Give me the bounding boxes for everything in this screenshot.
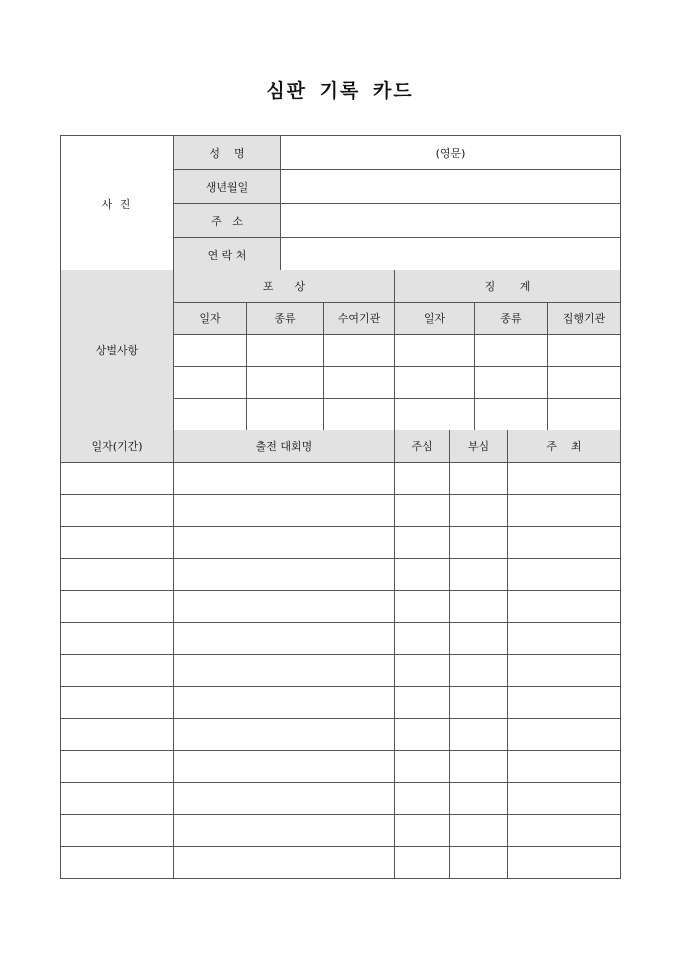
match-cell[interactable]: [508, 782, 621, 814]
match-cell[interactable]: [61, 494, 174, 526]
match-cell[interactable]: [174, 494, 395, 526]
match-cell[interactable]: [450, 590, 508, 622]
award-cell[interactable]: [475, 334, 548, 366]
match-cell[interactable]: [174, 814, 395, 846]
match-cell[interactable]: [450, 718, 508, 750]
match-cell[interactable]: [61, 814, 174, 846]
match-cell[interactable]: [450, 494, 508, 526]
match-cell[interactable]: [61, 782, 174, 814]
award-cell[interactable]: [475, 398, 548, 430]
contact-label: 연 락 처: [174, 238, 281, 272]
name-english-hint: (영문): [435, 146, 466, 160]
match-event-header: 출전 대회명: [174, 430, 395, 462]
award-cell[interactable]: [324, 334, 395, 366]
match-cell[interactable]: [508, 462, 621, 494]
match-cell[interactable]: [395, 622, 450, 654]
match-cell[interactable]: [61, 526, 174, 558]
award-cell[interactable]: [174, 366, 247, 398]
penalty-date-header: 일자: [395, 302, 475, 334]
award-cell[interactable]: [247, 334, 324, 366]
match-cell[interactable]: [395, 782, 450, 814]
award-cell[interactable]: [247, 398, 324, 430]
match-cell[interactable]: [508, 654, 621, 686]
match-cell[interactable]: [395, 462, 450, 494]
reward-type-header: 종류: [247, 302, 324, 334]
match-host-header: 주 최: [508, 430, 621, 462]
match-cell[interactable]: [395, 718, 450, 750]
match-cell[interactable]: [508, 846, 621, 878]
reward-date-header: 일자: [174, 302, 247, 334]
match-cell[interactable]: [174, 782, 395, 814]
match-cell[interactable]: [395, 846, 450, 878]
match-cell[interactable]: [450, 846, 508, 878]
birth-field[interactable]: [281, 170, 621, 204]
match-row: [61, 590, 621, 622]
match-row: [61, 718, 621, 750]
profile-table: [60, 135, 621, 272]
match-cell[interactable]: [450, 814, 508, 846]
match-cell[interactable]: [508, 686, 621, 718]
match-cell[interactable]: [61, 846, 174, 878]
matches-table: [60, 430, 621, 879]
award-cell[interactable]: [247, 366, 324, 398]
match-cell[interactable]: [174, 558, 395, 590]
match-cell[interactable]: [450, 686, 508, 718]
reward-org-header: 수여기관: [324, 302, 395, 334]
award-cell[interactable]: [548, 366, 621, 398]
match-cell[interactable]: [395, 814, 450, 846]
match-cell[interactable]: [61, 590, 174, 622]
match-cell[interactable]: [174, 686, 395, 718]
contact-field[interactable]: [281, 238, 621, 272]
penalty-type-header: 종류: [475, 302, 548, 334]
match-cell[interactable]: [450, 558, 508, 590]
awards-section-label: 상벌사항: [61, 270, 174, 430]
match-cell[interactable]: [450, 654, 508, 686]
match-cell[interactable]: [174, 718, 395, 750]
award-cell[interactable]: [548, 334, 621, 366]
match-row: [61, 526, 621, 558]
reward-header: 포 상: [174, 270, 395, 302]
match-row: [61, 462, 621, 494]
match-row: [61, 686, 621, 718]
match-cell[interactable]: [174, 654, 395, 686]
match-cell[interactable]: [450, 622, 508, 654]
match-date-header: 일자(기간): [61, 430, 174, 462]
match-row: [61, 814, 621, 846]
match-cell[interactable]: [395, 526, 450, 558]
match-cell[interactable]: [61, 718, 174, 750]
match-row: [61, 782, 621, 814]
name-field[interactable]: [281, 136, 621, 170]
birth-label: 생년월일: [174, 170, 281, 204]
match-cell[interactable]: [61, 558, 174, 590]
match-row: [61, 750, 621, 782]
address-field[interactable]: [281, 204, 621, 238]
match-cell[interactable]: [508, 494, 621, 526]
match-cell[interactable]: [508, 558, 621, 590]
match-cell[interactable]: [508, 750, 621, 782]
photo-label: 사 진: [101, 197, 133, 211]
match-cell[interactable]: [174, 526, 395, 558]
match-cell[interactable]: [450, 462, 508, 494]
photo-box[interactable]: [61, 136, 174, 272]
penalty-org-header: 집행기관: [548, 302, 621, 334]
match-cell[interactable]: [450, 750, 508, 782]
match-cell[interactable]: [174, 622, 395, 654]
match-cell[interactable]: [450, 782, 508, 814]
match-cell[interactable]: [61, 654, 174, 686]
match-referee-header: 주심: [395, 430, 450, 462]
match-cell[interactable]: [61, 462, 174, 494]
match-cell[interactable]: [395, 558, 450, 590]
match-row: [61, 654, 621, 686]
match-cell[interactable]: [508, 622, 621, 654]
award-cell[interactable]: [548, 398, 621, 430]
match-cell[interactable]: [508, 718, 621, 750]
award-cell[interactable]: [395, 334, 475, 366]
match-cell[interactable]: [61, 686, 174, 718]
match-row: [61, 846, 621, 878]
match-cell[interactable]: [508, 590, 621, 622]
match-cell[interactable]: [395, 750, 450, 782]
match-cell[interactable]: [395, 686, 450, 718]
match-row: [61, 622, 621, 654]
match-cell[interactable]: [395, 654, 450, 686]
award-cell[interactable]: [324, 398, 395, 430]
awards-table: [60, 270, 621, 431]
page-title: 심판 기록 카드: [266, 80, 414, 102]
award-cell[interactable]: [395, 366, 475, 398]
match-cell[interactable]: [395, 590, 450, 622]
match-cell[interactable]: [508, 526, 621, 558]
match-cell[interactable]: [508, 814, 621, 846]
award-cell[interactable]: [475, 366, 548, 398]
match-cell[interactable]: [61, 750, 174, 782]
award-cell[interactable]: [174, 398, 247, 430]
match-cell[interactable]: [450, 526, 508, 558]
match-cell[interactable]: [174, 846, 395, 878]
match-cell[interactable]: [174, 750, 395, 782]
match-row: [61, 494, 621, 526]
name-label: 성 명: [174, 136, 281, 170]
match-cell[interactable]: [174, 462, 395, 494]
match-row: [61, 558, 621, 590]
penalty-header: 징 계: [395, 270, 621, 302]
match-assistant-header: 부심: [450, 430, 508, 462]
award-cell[interactable]: [395, 398, 475, 430]
match-cell[interactable]: [174, 590, 395, 622]
address-label: 주 소: [174, 204, 281, 238]
match-cell[interactable]: [61, 622, 174, 654]
award-cell[interactable]: [324, 366, 395, 398]
match-cell[interactable]: [395, 494, 450, 526]
award-cell[interactable]: [174, 334, 247, 366]
